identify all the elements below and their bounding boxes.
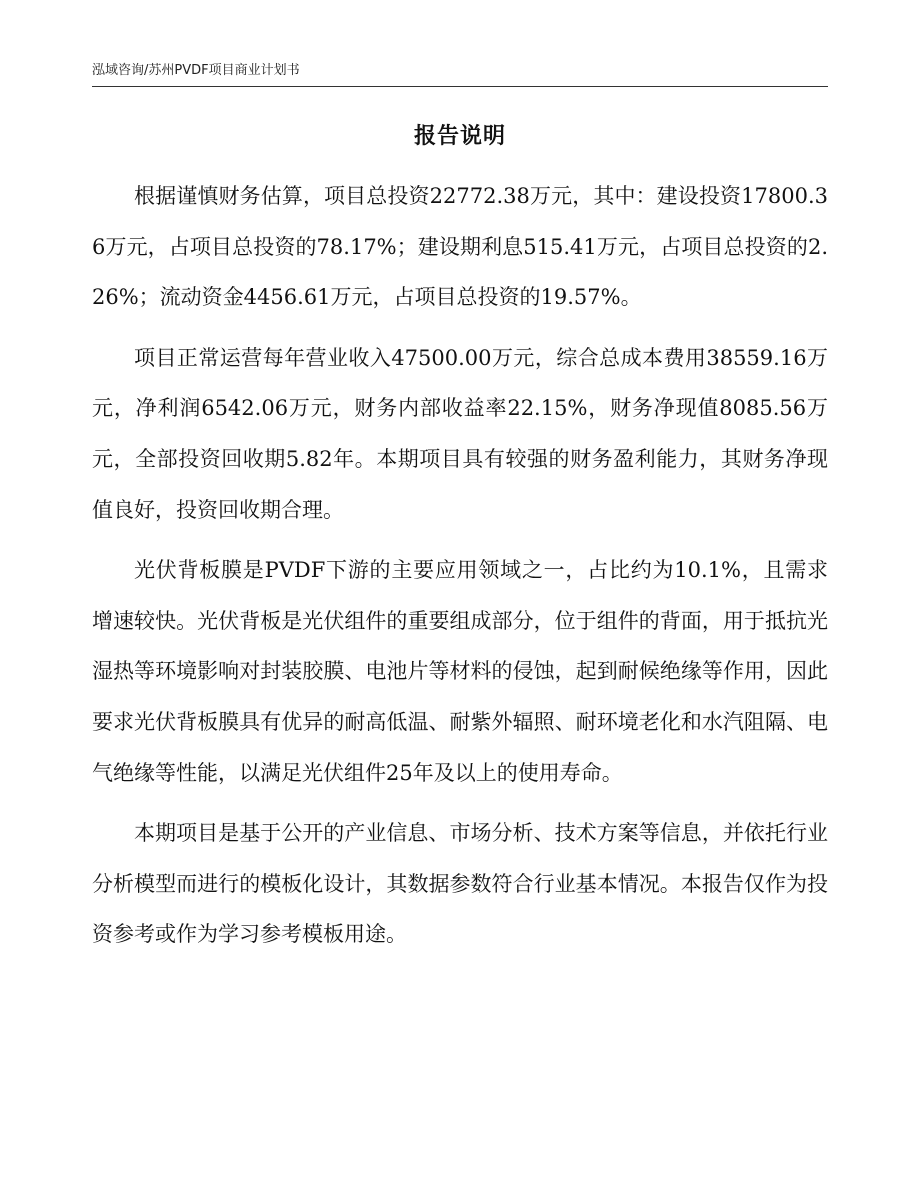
header-divider	[92, 86, 828, 87]
section-title: 报告说明	[413, 124, 506, 149]
running-header: 泓域咨询/苏州PVDF项目商业计划书	[92, 63, 300, 78]
paragraph-market: 光伏背板膜是PVDF下游的主要应用领域之一，占比约为10.1%，且需求增速较快。光伏背板是光伏组件的重要组成部分，位于组件的背面，用于抵抗光湿热等环境影响对封装胶膜、电池片等材料的侵蚀，起到耐候绝缘等作用，因此要求光伏背板膜具有优异的耐高低温、耐紫外辐照、耐环境老化和水汽阻隔、电气绝缘等性能，以满足光伏组件25年及以上的使用寿命。	[92, 558, 828, 785]
paragraph-investment: 根据谨慎财务估算，项目总投资22772.38万元，其中：建设投资17800.36万元，占项目总投资的78.17%；建设期利息515.41万元，占项目总投资的2.26%；流动资金4456.61万元，占项目总投资的19.57%。	[92, 184, 828, 310]
paragraph-disclaimer: 本期项目是基于公开的产业信息、市场分析、技术方案等信息，并依托行业分析模型而进行的模板化设计，其数据参数符合行业基本情况。本报告仅作为投资参考或作为学习参考模板用途。	[92, 821, 828, 947]
body-text	[92, 171, 828, 970]
paragraph-financials: 项目正常运营每年营业收入47500.00万元，综合总成本费用38559.16万元，净利润6542.06万元，财务内部收益率22.15%，财务净现值8085.56万元，全部投资回收期5.82年。本期项目具有较强的财务盈利能力，其财务净现值良好，投资回收期合理。	[92, 345, 828, 522]
